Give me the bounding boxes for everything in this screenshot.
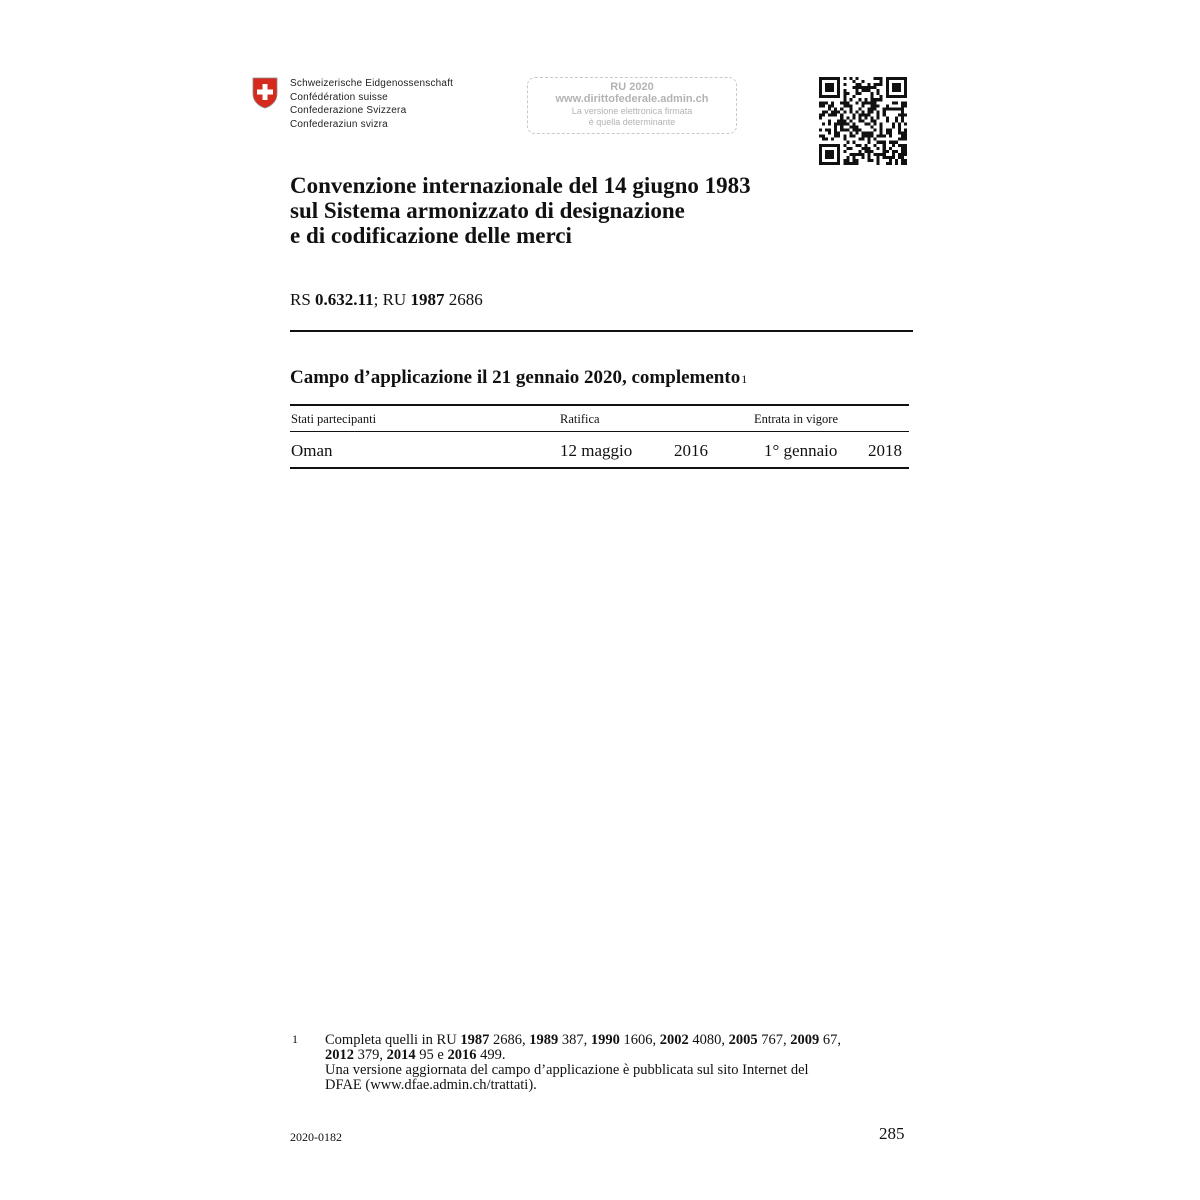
ru-ref-year: 1987 xyxy=(460,1032,490,1048)
column-header-states: Stati partecipanti xyxy=(291,412,377,426)
cell-entry-date: 1° gennaio xyxy=(764,441,838,460)
cell-ratification-year: 2016 xyxy=(674,441,708,460)
section-heading xyxy=(290,367,747,389)
footnote-line-4: DFAE (www.dfae.admin.ch/trattati). xyxy=(325,1077,537,1093)
footnote-ref[interactable]: 1 xyxy=(741,372,748,386)
ru-ref-year: 1990 xyxy=(590,1032,620,1048)
ru-ref-year: 2009 xyxy=(790,1032,820,1048)
title-line-1: Convenzione internazionale del 14 giugno 1983 xyxy=(290,173,751,198)
table-bottom-rule xyxy=(290,467,909,469)
stamp-website[interactable]: www.dirittofederale.admin.ch xyxy=(555,93,709,105)
ru-page: 2686 xyxy=(444,290,483,309)
confederation-name-fr: Confédération suisse xyxy=(290,91,388,103)
cell-ratification-date: 12 maggio xyxy=(560,441,633,460)
ru-ref-page: 379, xyxy=(354,1047,387,1063)
footnote-refs-2 xyxy=(325,1048,915,1063)
confederation-name-it: Confederazione Svizzera xyxy=(290,105,407,117)
publication-stamp xyxy=(527,77,737,134)
ru-ref-year: 2002 xyxy=(659,1032,689,1048)
document-title xyxy=(290,173,751,248)
title-line-2: sul Sistema armonizzato di designazione xyxy=(290,198,685,223)
ru-ref-page: 95 e xyxy=(415,1047,448,1063)
ru-ref-page: 387, xyxy=(558,1032,591,1048)
divider xyxy=(290,330,913,332)
ref-separator: ; RU xyxy=(373,290,411,309)
ru-ref-year: 1989 xyxy=(529,1032,559,1048)
rs-prefix: RS xyxy=(290,290,316,309)
confederation-name-de: Schweizerische Eidgenossenschaft xyxy=(290,78,454,89)
ru-ref-page: 2686, xyxy=(489,1032,530,1048)
rs-number: 0.632.11 xyxy=(315,290,374,309)
page-number: 285 xyxy=(879,1124,905,1143)
table-top-rule xyxy=(290,404,909,406)
footnote-line-3: Una versione aggiornata del campo d’applicazione è pubblicata sul sito Internet del xyxy=(325,1062,809,1078)
column-header-ratification: Ratifica xyxy=(560,412,600,426)
stamp-note-line2: è quella determinante xyxy=(588,117,676,127)
stamp-edition: RU 2020 xyxy=(610,81,654,93)
ru-ref-year: 2005 xyxy=(728,1032,758,1048)
cell-entry-year: 2018 xyxy=(868,441,902,460)
title-line-3: e di codificazione delle merci xyxy=(290,223,572,248)
document-number: 2020-0182 xyxy=(290,1130,342,1144)
ru-ref-page: 4080, xyxy=(688,1032,729,1048)
footnote-text xyxy=(325,1033,915,1093)
stamp-note-line1: La versione elettronica firmata xyxy=(571,106,693,116)
ru-ref-page: 767, xyxy=(757,1032,791,1048)
footnote-refs-1 xyxy=(460,1032,841,1048)
table-header-rule xyxy=(290,431,909,432)
section-heading-text: Campo d’applicazione il 21 gennaio 2020, complemento xyxy=(290,367,741,388)
cell-state: Oman xyxy=(291,441,333,460)
reference-line xyxy=(290,290,483,310)
ru-year: 1987 xyxy=(410,290,445,309)
ru-ref-year: 2012 xyxy=(325,1047,354,1063)
ru-ref-page: 499. xyxy=(476,1047,506,1063)
ru-ref-year: 2016 xyxy=(447,1047,477,1063)
swiss-cross-shield-icon xyxy=(252,77,278,109)
confederation-names xyxy=(290,77,453,132)
footnote-number: 1 xyxy=(292,1032,298,1046)
footnote-line-1 xyxy=(325,1033,915,1048)
footnote-prefix: Completa quelli in RU xyxy=(325,1032,461,1048)
ru-ref-page: 1606, xyxy=(619,1032,660,1048)
column-header-entry-into-force: Entrata in vigore xyxy=(754,412,838,426)
confederation-name-rm: Confederaziun svizra xyxy=(290,119,388,131)
ru-ref-page: 67, xyxy=(819,1032,841,1048)
ru-ref-year: 2014 xyxy=(386,1047,416,1063)
qr-code-icon xyxy=(819,77,907,165)
